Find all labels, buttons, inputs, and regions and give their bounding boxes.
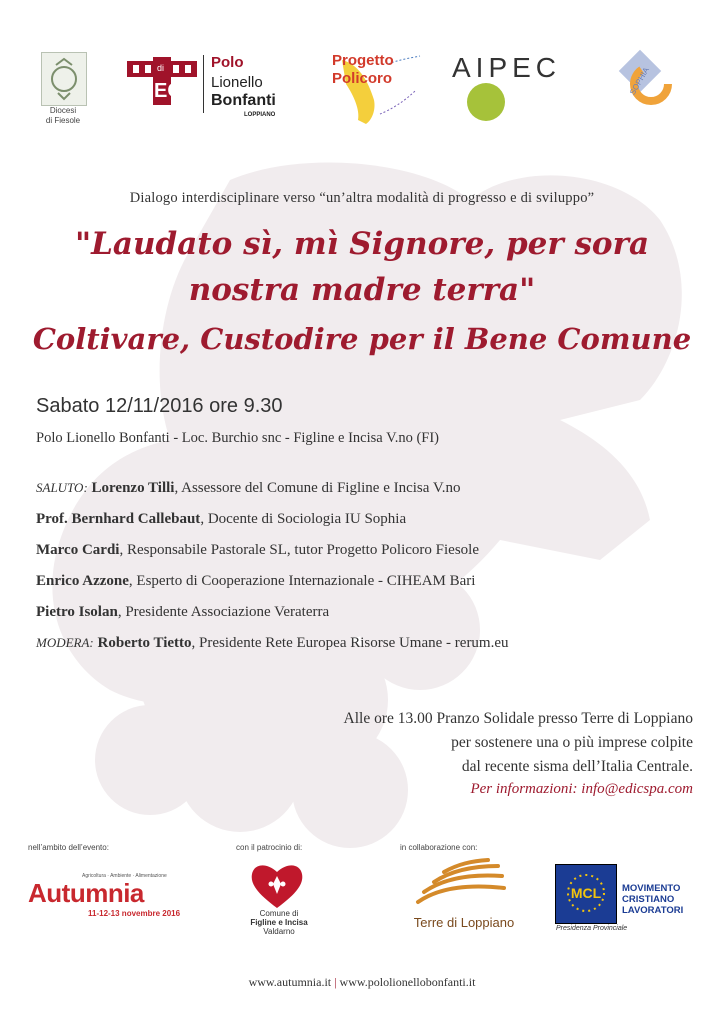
- label-collab: in collaborazione con:: [400, 843, 478, 852]
- speaker-name: Prof. Bernhard Callebaut: [36, 511, 201, 527]
- info-label: Per informazioni:: [470, 781, 578, 797]
- speaker-name: Roberto Tietto: [97, 635, 192, 651]
- polo-divider: [203, 55, 204, 113]
- speaker-row: [36, 571, 716, 602]
- lunch-line-3: dal recente sisma dell’Italia Centrale.: [461, 758, 693, 775]
- speaker-role: , Responsabile Pastorale SL, tutor Progetto Policoro Fiesole: [119, 542, 479, 558]
- mcl-line1: MOVIMENTO: [622, 883, 681, 894]
- lunch-line-2: per sostenere una o più imprese colpite: [451, 734, 693, 751]
- aipec-logo-text: AIPEC: [452, 52, 562, 83]
- info-email-link[interactable]: info@edicspa.com: [581, 781, 693, 797]
- diocesi-logo-text: [30, 106, 96, 126]
- speaker-role: , Presidente Associazione Veraterra: [117, 604, 330, 620]
- polo-logo-line1: Polo: [211, 54, 244, 71]
- title-line-3: Coltivare, Custodire per il Bene Comune: [32, 322, 692, 356]
- speaker-role: , Docente di Sociologia IU Sophia: [200, 511, 407, 527]
- speaker-prefix: MODERA:: [36, 635, 94, 650]
- svg-text:EC: EC: [154, 80, 182, 102]
- title-line-2: nostra madre terra": [188, 272, 536, 308]
- footer-separator: |: [334, 975, 337, 989]
- comune-heart-icon: [248, 860, 306, 910]
- title-line-1: "Laudato sì, mì Signore, per sora: [74, 226, 650, 262]
- lunch-line-1: Alle ore 13.00 Pranzo Solidale presso Terre di Loppiano: [343, 710, 693, 727]
- event-subtitle: Dialogo interdisciplinare verso “un’altra modalità di progresso e di sviluppo”: [129, 190, 595, 206]
- speaker-row: [36, 633, 716, 664]
- label-event: nell’ambito dell’evento:: [28, 843, 109, 852]
- speaker-row: [36, 540, 716, 571]
- speaker-name: Pietro Isolan: [36, 604, 118, 620]
- speaker-name: Marco Cardi: [36, 542, 120, 558]
- mcl-line2: CRISTIANO: [622, 894, 675, 905]
- terre-sunrays-icon: [408, 858, 512, 910]
- mcl-line3: LAVORATORI: [622, 905, 684, 916]
- diocesi-line2: di Fiesole: [45, 116, 81, 125]
- lunch-notice: [133, 707, 693, 779]
- polo-mark-text: di: [157, 63, 165, 73]
- polo-building-icon: [127, 57, 197, 105]
- mcl-box-text: MCL: [570, 885, 602, 901]
- speaker-role: , Presidente Rete Europea Risorse Umane - rerum.eu: [191, 635, 509, 651]
- polo-logo-line2: Lionello: [211, 74, 263, 91]
- comune-logo-text: [246, 909, 312, 936]
- autumnia-tagline: Agricoltura · Ambiente · Alimentazione: [82, 873, 167, 879]
- policoro-logo-line1: Progetto: [332, 52, 394, 69]
- event-venue: Polo Lionello Bonfanti - Loc. Burchio snc - Figline e Incisa V.no (FI): [36, 430, 439, 446]
- speaker-name: Enrico Azzone: [36, 573, 129, 589]
- footer-link-autumnia[interactable]: www.autumnia.it: [248, 975, 332, 989]
- aipec-dot-icon: [467, 83, 505, 121]
- sophia-logo-icon: [603, 48, 683, 128]
- polo-logo-line3: Bonfanti: [211, 92, 276, 109]
- comune-line1: Comune di: [259, 909, 299, 918]
- event-date: Sabato 12/11/2016 ore 9.30: [36, 395, 283, 417]
- speaker-row: [36, 602, 716, 633]
- mcl-logo-text: [622, 883, 683, 916]
- speaker-role: , Esperto di Cooperazione Internazionale - CIHEAM Bari: [128, 573, 476, 589]
- comune-line2: Figline e Incisa: [250, 918, 308, 927]
- speakers-list: [36, 478, 716, 664]
- speaker-row: [36, 478, 716, 509]
- mcl-subtitle: Presidenza Provinciale: [556, 925, 628, 932]
- diocesi-line1: Diocesi: [49, 106, 77, 115]
- polo-logo-line4: LOPPIANO: [244, 112, 276, 118]
- speaker-name: Lorenzo Tilli: [91, 480, 175, 496]
- sophia-logo-text: SOPHIA: [628, 65, 651, 97]
- autumnia-logo-text: Autumnia: [28, 878, 144, 908]
- autumnia-dates: 11-12-13 novembre 2016: [88, 909, 181, 918]
- label-patronage: con il patrocinio di:: [236, 843, 303, 852]
- terre-logo-text: Terre di Loppiano: [413, 915, 515, 930]
- speaker-prefix: SALUTO:: [36, 480, 88, 495]
- speaker-row: [36, 509, 716, 540]
- speaker-role: , Assessore del Comune di Figline e Incisa V.no: [174, 480, 461, 496]
- policoro-logo-line2: Policoro: [332, 70, 393, 87]
- footer-links: [0, 975, 724, 990]
- info-contact: [470, 781, 693, 798]
- mcl-logo-icon: [555, 864, 617, 924]
- footer-link-polo[interactable]: www.pololionellobonfanti.it: [339, 975, 476, 989]
- comune-line3: Valdarno: [263, 927, 295, 936]
- diocesi-crest-icon: [41, 52, 87, 106]
